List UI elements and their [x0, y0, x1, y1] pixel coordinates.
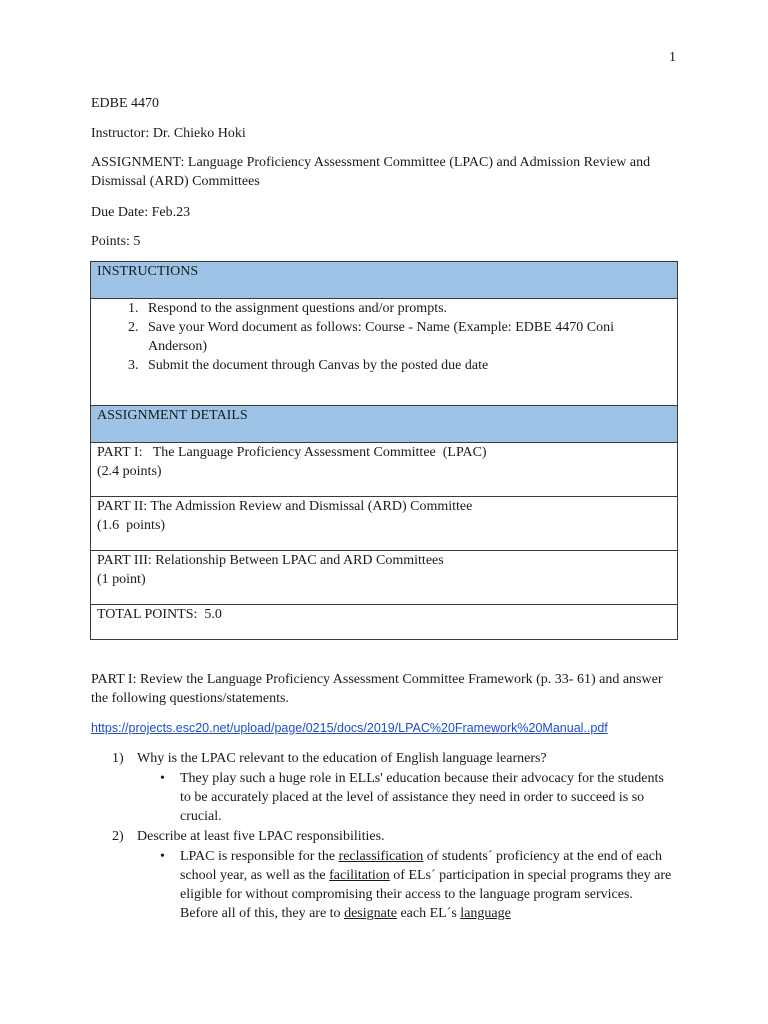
- points-line: Points: 5: [91, 234, 141, 249]
- underlined-term: reclassification: [338, 849, 424, 864]
- course-code: EDBE 4470: [91, 96, 160, 111]
- answer-text: [180, 847, 672, 923]
- part-points: (1.6 points): [97, 518, 166, 533]
- part-title: PART I: The Language Proficiency Assessment Committee (LPAC): [97, 445, 487, 460]
- part-row: [91, 551, 678, 605]
- part-points: (1 point): [97, 572, 146, 587]
- underlined-term: designate: [344, 906, 397, 921]
- question-text: Describe at least five LPAC responsibilities.: [137, 829, 385, 844]
- page-number: 1: [669, 50, 676, 65]
- instructions-heading: INSTRUCTIONS: [91, 262, 678, 299]
- instructions-list: [97, 299, 671, 375]
- part-points: (2.4 points): [97, 464, 162, 479]
- question-number: 1): [112, 751, 124, 766]
- answer-text-segment: LPAC is responsible for the: [180, 849, 339, 864]
- part-title: PART II: The Admission Review and Dismissal (ARD) Committee: [97, 499, 473, 514]
- framework-link[interactable]: https://projects.esc20.net/upload/page/0215/docs/2019/LPAC%20Framework%20Manual..pdf: [91, 721, 608, 735]
- bullet-icon: •: [160, 849, 165, 864]
- answer-text-segment: of ELs´ participation in special programs they are eligible for without compromising their access to the language program services. Before all of this, they are to: [180, 868, 672, 921]
- instruction-item: 2. Save your Word document as follows: Course - Name (Example: EDBE 4470 Coni Anderson): [142, 318, 671, 356]
- answer-text: They play such a huge role in ELLs' education because their advocacy for the students to be accurately placed at the level of assistance they need in order to succeed is so crucial.: [180, 771, 664, 824]
- part-title: PART III: Relationship Between LPAC and ARD Committees: [97, 553, 444, 568]
- part-row: [91, 497, 678, 551]
- underlined-term: language: [460, 906, 511, 921]
- details-heading: ASSIGNMENT DETAILS: [91, 406, 678, 443]
- underlined-term: facilitation: [329, 868, 390, 883]
- answer-text-segment: each EL´s: [396, 906, 461, 921]
- instructions-row: [91, 299, 678, 406]
- assignment-title: ASSIGNMENT: Language Proficiency Assessment Committee (LPAC) and Admission Review and Dismissal (ARD) Committees: [91, 155, 651, 189]
- part1-intro: PART I: Review the Language Proficiency Assessment Committee Framework (p. 33- 61) and answer the following questions/statements.: [91, 672, 663, 706]
- due-date: Due Date: Feb.23: [91, 205, 191, 220]
- part-row: [91, 443, 678, 497]
- assignment-table: [90, 261, 678, 640]
- instruction-item: 1. Respond to the assignment questions and/or prompts.: [142, 299, 671, 318]
- answer-text-segment: of students´ proficiency at the end of each school year, as well as the: [180, 849, 662, 883]
- question-text: Why is the LPAC relevant to the education of English language learners?: [137, 751, 547, 766]
- instructions-header-row: [91, 262, 678, 299]
- instruction-item: 3. Submit the document through Canvas by the posted due date: [142, 356, 671, 375]
- instructor-line: Instructor: Dr. Chieko Hoki: [91, 126, 246, 141]
- total-points: TOTAL POINTS: 5.0: [91, 605, 678, 640]
- details-header-row: [91, 406, 678, 443]
- question-number: 2): [112, 829, 124, 844]
- total-row: [91, 605, 678, 640]
- bullet-icon: •: [160, 771, 165, 786]
